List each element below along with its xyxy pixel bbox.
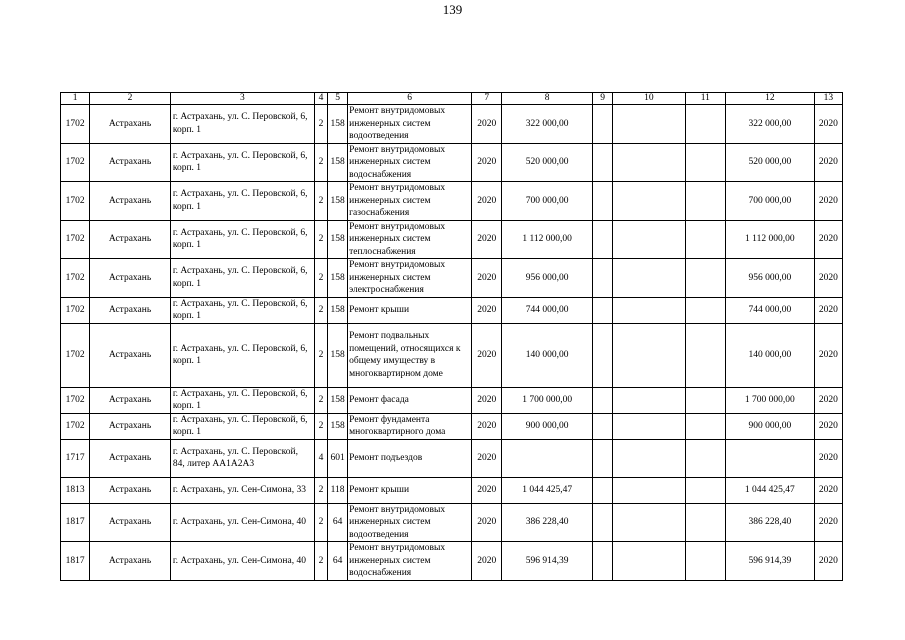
- cost-total-cell: [502, 439, 593, 477]
- year-cell: 2020: [472, 182, 502, 221]
- year-cell: 2020: [472, 297, 502, 323]
- cost-fund-cell: 520 000,00: [725, 143, 814, 182]
- work-type-cell: [348, 143, 472, 182]
- work-type-cell: [348, 182, 472, 221]
- year-cell: 2020: [472, 439, 502, 477]
- floors-cell: 2: [314, 413, 327, 439]
- col9-cell: [593, 297, 613, 323]
- year-cell: 2020: [472, 503, 502, 542]
- work-type-text: Ремонт внутридомовых инженерных систем электроснабжения: [349, 260, 446, 295]
- column-header-13: 13: [814, 93, 842, 105]
- apartments-cell: 158: [328, 182, 348, 221]
- work-type-text: Ремонт внутридомовых инженерных систем водоотведения: [349, 106, 446, 141]
- col9-cell: [593, 413, 613, 439]
- cost-fund-cell: 140 000,00: [725, 323, 814, 387]
- cost-fund-cell: 386 228,40: [725, 503, 814, 542]
- col11-cell: [685, 182, 725, 221]
- col10-cell: [613, 439, 686, 477]
- work-type-text: Ремонт внутридомовых инженерных систем теплоснабжения: [349, 221, 446, 257]
- col9-cell: [593, 220, 613, 259]
- house-id-cell: 1702: [61, 143, 90, 182]
- col10-cell: [613, 542, 686, 581]
- address-cell: [170, 387, 314, 413]
- apartments-cell: 158: [328, 259, 348, 298]
- cost-total-cell: 900 000,00: [502, 413, 593, 439]
- completion-year-cell: 2020: [814, 220, 842, 259]
- column-header-9: 9: [593, 93, 613, 105]
- address-text: г. Астрахань, ул. Сен-Симона, 33: [172, 484, 306, 495]
- apartments-cell: 601: [328, 439, 348, 477]
- apartments-cell: 158: [328, 413, 348, 439]
- work-type-cell: [348, 105, 472, 144]
- municipality-cell: Астрахань: [90, 297, 171, 323]
- cost-fund-cell: 956 000,00: [725, 259, 814, 298]
- col9-cell: [593, 182, 613, 221]
- cost-fund-cell: [725, 439, 814, 477]
- municipality-cell: Астрахань: [90, 259, 171, 298]
- cost-total-cell: 520 000,00: [502, 143, 593, 182]
- completion-year-cell: 2020: [814, 542, 842, 581]
- table-row: [61, 439, 843, 477]
- cost-fund-cell: 322 000,00: [725, 105, 814, 144]
- work-type-cell: [348, 297, 472, 323]
- cost-total-cell: 322 000,00: [502, 105, 593, 144]
- column-header-1: 1: [61, 93, 90, 105]
- col10-cell: [613, 477, 686, 503]
- floors-cell: 2: [314, 182, 327, 221]
- year-cell: 2020: [472, 323, 502, 387]
- table-row: [61, 542, 843, 581]
- cost-fund-cell: 744 000,00: [725, 297, 814, 323]
- apartments-cell: 158: [328, 297, 348, 323]
- col11-cell: [685, 323, 725, 387]
- municipality-cell: Астрахань: [90, 439, 171, 477]
- table-row: [61, 297, 843, 323]
- col9-cell: [593, 259, 613, 298]
- col9-cell: [593, 477, 613, 503]
- house-id-cell: 1817: [61, 503, 90, 542]
- work-type-text: Ремонт крыши: [349, 484, 410, 495]
- column-header-12: 12: [725, 93, 814, 105]
- house-id-cell: 1702: [61, 105, 90, 144]
- cost-total-cell: 140 000,00: [502, 323, 593, 387]
- year-cell: 2020: [472, 220, 502, 259]
- address-text: г. Астрахань, ул. С. Перовской, 6, корп. 1: [172, 266, 308, 289]
- completion-year-cell: 2020: [814, 105, 842, 144]
- year-cell: 2020: [472, 413, 502, 439]
- col10-cell: [613, 220, 686, 259]
- work-type-cell: [348, 387, 472, 413]
- col9-cell: [593, 503, 613, 542]
- col9-cell: [593, 439, 613, 477]
- address-text: г. Астрахань, ул. С. Перовской, 6, корп. 1: [172, 414, 308, 437]
- house-id-cell: 1702: [61, 182, 90, 221]
- work-type-text: Ремонт внутридомовых инженерных систем газоснабжения: [349, 183, 446, 218]
- cost-total-cell: 700 000,00: [502, 182, 593, 221]
- year-cell: 2020: [472, 477, 502, 503]
- municipality-cell: Астрахань: [90, 323, 171, 387]
- col9-cell: [593, 387, 613, 413]
- table-row: [61, 143, 843, 182]
- col11-cell: [685, 297, 725, 323]
- floors-cell: 2: [314, 220, 327, 259]
- cost-fund-cell: 1 044 425,47: [725, 477, 814, 503]
- cost-fund-cell: 1 700 000,00: [725, 387, 814, 413]
- col11-cell: [685, 259, 725, 298]
- col10-cell: [613, 503, 686, 542]
- apartments-cell: 158: [328, 387, 348, 413]
- column-header-2: 2: [90, 93, 171, 105]
- address-cell: [170, 105, 314, 144]
- house-id-cell: 1717: [61, 439, 90, 477]
- municipality-cell: Астрахань: [90, 220, 171, 259]
- address-cell: [170, 542, 314, 581]
- municipality-cell: Астрахань: [90, 105, 171, 144]
- floors-cell: 2: [314, 105, 327, 144]
- work-type-cell: [348, 220, 472, 259]
- table-row: [61, 259, 843, 298]
- apartments-cell: 158: [328, 143, 348, 182]
- municipality-cell: Астрахань: [90, 503, 171, 542]
- col10-cell: [613, 297, 686, 323]
- col9-cell: [593, 105, 613, 144]
- completion-year-cell: 2020: [814, 503, 842, 542]
- completion-year-cell: 2020: [814, 323, 842, 387]
- floors-cell: 2: [314, 323, 327, 387]
- address-text: г. Астрахань, ул. С. Перовской, 84, литер АА1А2А3: [172, 446, 298, 469]
- work-type-cell: [348, 323, 472, 387]
- work-type-text: Ремонт внутридомовых инженерных систем водоснабжения: [349, 144, 446, 180]
- cost-fund-cell: 596 914,39: [725, 542, 814, 581]
- house-id-cell: 1702: [61, 259, 90, 298]
- col10-cell: [613, 413, 686, 439]
- table-row: [61, 220, 843, 259]
- col11-cell: [685, 439, 725, 477]
- col11-cell: [685, 143, 725, 182]
- table-body: [61, 105, 843, 581]
- col9-cell: [593, 542, 613, 581]
- work-type-cell: [348, 259, 472, 298]
- work-type-text: Ремонт подвальных помещений, относящихся к общему имуществу в многоквартирном доме: [349, 331, 461, 379]
- address-cell: [170, 220, 314, 259]
- address-text: г. Астрахань, ул. Сен-Симона, 40: [172, 555, 306, 566]
- municipality-cell: Астрахань: [90, 477, 171, 503]
- apartments-cell: 158: [328, 105, 348, 144]
- year-cell: 2020: [472, 387, 502, 413]
- cost-fund-cell: 1 112 000,00: [725, 220, 814, 259]
- apartments-cell: 64: [328, 542, 348, 581]
- year-cell: 2020: [472, 143, 502, 182]
- cost-fund-cell: 900 000,00: [725, 413, 814, 439]
- work-type-text: Ремонт внутридомовых инженерных систем водоснабжения: [349, 543, 446, 578]
- address-text: г. Астрахань, ул. С. Перовской, 6, корп. 1: [172, 298, 308, 321]
- address-cell: [170, 503, 314, 542]
- address-text: г. Астрахань, ул. С. Перовской, 6, корп. 1: [172, 150, 308, 174]
- completion-year-cell: 2020: [814, 259, 842, 298]
- house-id-cell: 1702: [61, 220, 90, 259]
- address-cell: [170, 182, 314, 221]
- work-type-cell: [348, 439, 472, 477]
- col11-cell: [685, 387, 725, 413]
- floors-cell: 4: [314, 439, 327, 477]
- address-text: г. Астрахань, ул. С. Перовской, 6, корп. 1: [172, 189, 308, 212]
- table-row: [61, 413, 843, 439]
- municipality-cell: Астрахань: [90, 542, 171, 581]
- house-id-cell: 1702: [61, 387, 90, 413]
- address-cell: [170, 413, 314, 439]
- completion-year-cell: 2020: [814, 143, 842, 182]
- apartments-cell: 158: [328, 220, 348, 259]
- col10-cell: [613, 323, 686, 387]
- cost-total-cell: 1 044 425,47: [502, 477, 593, 503]
- floors-cell: 2: [314, 297, 327, 323]
- municipality-cell: Астрахань: [90, 143, 171, 182]
- cost-total-cell: 744 000,00: [502, 297, 593, 323]
- col11-cell: [685, 413, 725, 439]
- table-row: [61, 323, 843, 387]
- cost-total-cell: 596 914,39: [502, 542, 593, 581]
- column-header-10: 10: [613, 93, 686, 105]
- col10-cell: [613, 143, 686, 182]
- address-text: г. Астрахань, ул. С. Перовской, 6, корп. 1: [172, 112, 308, 135]
- col11-cell: [685, 542, 725, 581]
- year-cell: 2020: [472, 105, 502, 144]
- address-cell: [170, 259, 314, 298]
- municipality-cell: Астрахань: [90, 387, 171, 413]
- column-header-11: 11: [685, 93, 725, 105]
- cost-total-cell: 1 700 000,00: [502, 387, 593, 413]
- floors-cell: 2: [314, 259, 327, 298]
- column-number-row: [61, 93, 843, 105]
- address-cell: [170, 477, 314, 503]
- address-text: г. Астрахань, ул. Сен-Симона, 40: [172, 517, 306, 527]
- apartments-cell: 158: [328, 323, 348, 387]
- column-header-7: 7: [472, 93, 502, 105]
- column-header-3: 3: [170, 93, 314, 105]
- page-number: 139: [442, 2, 463, 17]
- address-text: г. Астрахань, ул. С. Перовской, 6, корп. 1: [172, 227, 308, 251]
- work-type-cell: [348, 542, 472, 581]
- floors-cell: 2: [314, 503, 327, 542]
- work-type-text: Ремонт фасада: [349, 394, 409, 405]
- column-header-4: 4: [314, 93, 327, 105]
- table-row: [61, 503, 843, 542]
- address-cell: [170, 297, 314, 323]
- cost-total-cell: 386 228,40: [502, 503, 593, 542]
- capital-repair-table: [60, 92, 843, 581]
- col10-cell: [613, 259, 686, 298]
- year-cell: 2020: [472, 259, 502, 298]
- year-cell: 2020: [472, 542, 502, 581]
- house-id-cell: 1817: [61, 542, 90, 581]
- address-cell: [170, 439, 314, 477]
- col9-cell: [593, 143, 613, 182]
- house-id-cell: 1813: [61, 477, 90, 503]
- house-id-cell: 1702: [61, 297, 90, 323]
- cost-fund-cell: 700 000,00: [725, 182, 814, 221]
- work-type-text: Ремонт фундамента многоквартирного дома: [349, 414, 446, 437]
- apartments-cell: 64: [328, 503, 348, 542]
- municipality-cell: Астрахань: [90, 413, 171, 439]
- work-type-cell: [348, 503, 472, 542]
- table-row: [61, 105, 843, 144]
- floors-cell: 2: [314, 143, 327, 182]
- floors-cell: 2: [314, 387, 327, 413]
- col9-cell: [593, 323, 613, 387]
- work-type-cell: [348, 413, 472, 439]
- completion-year-cell: 2020: [814, 387, 842, 413]
- table-row: [61, 387, 843, 413]
- table-row: [61, 182, 843, 221]
- work-type-text: Ремонт подъездов: [349, 452, 423, 463]
- completion-year-cell: 2020: [814, 413, 842, 439]
- floors-cell: 2: [314, 477, 327, 503]
- address-cell: [170, 143, 314, 182]
- work-type-text: Ремонт крыши: [349, 304, 410, 315]
- completion-year-cell: 2020: [814, 477, 842, 503]
- address-text: г. Астрахань, ул. С. Перовской, 6, корп. 1: [172, 343, 308, 366]
- col11-cell: [685, 477, 725, 503]
- col10-cell: [613, 182, 686, 221]
- completion-year-cell: 2020: [814, 182, 842, 221]
- column-header-6: 6: [348, 93, 472, 105]
- address-cell: [170, 323, 314, 387]
- completion-year-cell: 2020: [814, 439, 842, 477]
- table-row: [61, 477, 843, 503]
- apartments-cell: 118: [328, 477, 348, 503]
- cost-total-cell: 1 112 000,00: [502, 220, 593, 259]
- col10-cell: [613, 105, 686, 144]
- column-header-5: 5: [328, 93, 348, 105]
- floors-cell: 2: [314, 542, 327, 581]
- column-header-8: 8: [502, 93, 593, 105]
- work-type-text: Ремонт внутридомовых инженерных систем водоотведения: [349, 504, 446, 540]
- house-id-cell: 1702: [61, 413, 90, 439]
- address-text: г. Астрахань, ул. С. Перовской, 6, корп. 1: [172, 388, 308, 411]
- col11-cell: [685, 220, 725, 259]
- col10-cell: [613, 387, 686, 413]
- work-type-cell: [348, 477, 472, 503]
- cost-total-cell: 956 000,00: [502, 259, 593, 298]
- col11-cell: [685, 503, 725, 542]
- house-id-cell: 1702: [61, 323, 90, 387]
- municipality-cell: Астрахань: [90, 182, 171, 221]
- col11-cell: [685, 105, 725, 144]
- completion-year-cell: 2020: [814, 297, 842, 323]
